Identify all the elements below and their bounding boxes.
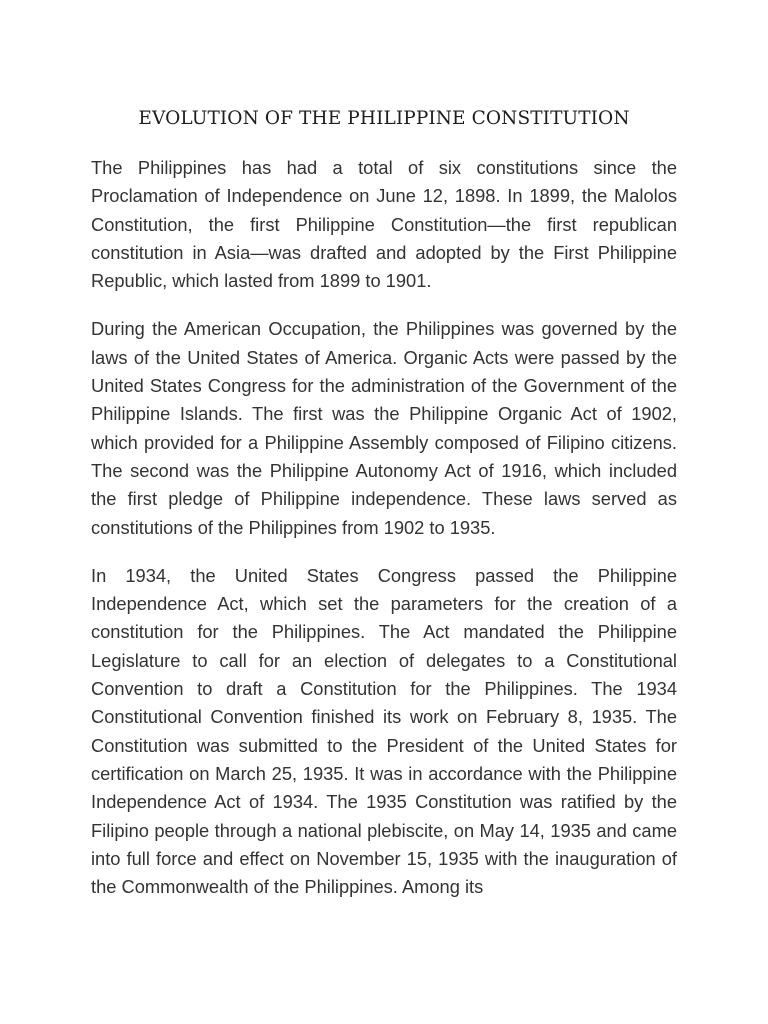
paragraph-2: During the American Occupation, the Philippines was governed by the laws of the United States of America. Organic Acts were passed by the United States Congress for the administration of the Government of the Philippine Islands. The first was the Philippine Organic Act of 1902, which provided for a Philippine Assembly composed of Filipino citizens. The second was the Philippine Autonomy Act of 1916, which included the first pledge of Philippine independence. These laws served as constitutions of the Philippines from 1902 to 1935. xyxy=(91,318,677,538)
document-title: EVOLUTION OF THE PHILIPPINE CONSTITUTION xyxy=(138,108,630,129)
paragraph-3: In 1934, the United States Congress passed the Philippine Independence Act, which set the parameters for the creation of a constitution for the Philippines. The Act mandated the Philippine Legislature to call for an election of delegates to a Constitutional Convention to draft a Constitution for the Philippines. The 1934 Constitutional Convention finished its work on February 8, 1935. The Constitution was submitted to the President of the United States for certification on March 25, 1935. It was in accordance with the Philippine Independence Act of 1934. The 1935 Constitution was ratified by the Filipino people through a national plebiscite, on May 14, 1935 and came into full force and effect on November 15, 1935 with the inauguration of the Commonwealth of the Philippines. Among its xyxy=(91,564,677,898)
document-body xyxy=(91,154,677,901)
paragraph-1: The Philippines has had a total of six constitutions since the Proclamation of Independence on June 12, 1898. In 1899, the Malolos Constitution, the first Philippine Constitution—the first republican constitution in Asia—was drafted and adopted by the First Philippine Republic, which lasted from 1899 to 1901. xyxy=(91,157,677,292)
